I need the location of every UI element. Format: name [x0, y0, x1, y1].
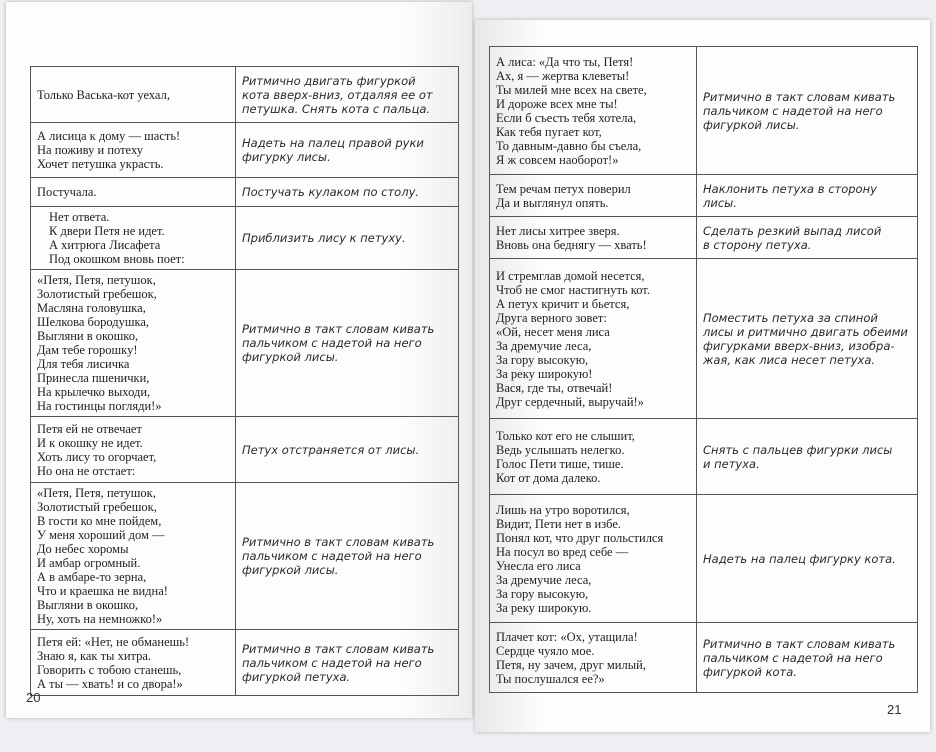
verse-text: Плачет кот: «Ох, утащила! Сердце чуяло мое. Петя, ну зачем, друг милый, Ты послушался ее?»	[496, 629, 646, 686]
table-row	[490, 623, 918, 693]
table-row	[31, 483, 459, 630]
verse-text: Петя ей не отвечает И к окошку не идет. Хоть лису то огорчает, Но она не отстает:	[37, 421, 157, 478]
table-row	[31, 417, 459, 483]
verse-text: Тем речам петух поверил Да и выглянул опять.	[496, 181, 631, 210]
table-row	[490, 259, 918, 419]
action-text: Снять с пальцев фигурки лисы и петуха.	[703, 442, 893, 471]
verse-text: «Петя, Петя, петушок, Золотистый гребешок, Масляна головушка, Шелкова бородушка, Выгляни в окошко, Дам тебе горошку! Для тебя лисичка Принесла пшенички, На крылечко выходи, На гостинцы погляди!»	[37, 273, 162, 413]
verse-text: А лисица к дому — шасть! На поживу и потеху Хочет петушка украсть.	[37, 129, 181, 171]
page-number: 21	[887, 702, 902, 717]
table-row	[31, 178, 459, 207]
right-page	[475, 20, 930, 732]
action-text: Приблизить лису к петуху.	[242, 231, 406, 245]
action-text: Надеть на палец фигурку кота.	[703, 551, 896, 566]
action-text: Ритмично в такт словам кивать пальчиком с надетой на него фигуркой лисы.	[703, 89, 896, 132]
left-instruction-table	[30, 66, 459, 696]
action-text: Ритмично в такт словам кивать пальчиком с надетой на него фигуркой лисы.	[242, 322, 435, 364]
action-text: Поместить петуха за спиной лисы и ритмично двигать обеими фигурками вверх-вниз, изобра- жая, как лиса несет петуха.	[703, 310, 908, 367]
verse-text: «Петя, Петя, петушок, Золотистый гребешок, В гости ко мне пойдем, У меня хороший дом — До небес хоромы И амбар огромный. А в амбаре-то зерна, Что и краешка не видна! Выгляни в окошко, Ну, хоть на немножко!»	[37, 486, 168, 626]
table-row	[490, 47, 918, 175]
right-instruction-table	[489, 46, 918, 693]
action-text: Сделать резкий выпад лисой в сторону петуха.	[703, 223, 882, 252]
table-row	[490, 495, 918, 623]
action-text: Постучать кулаком по столу.	[242, 185, 420, 199]
action-text: Ритмично двигать фигуркой кота вверх-вниз, отдаляя ее от петушка. Снять кота с пальца.	[242, 73, 433, 116]
verse-text: Нет лисы хитрее зверя. Вновь она беднягу — хвать!	[496, 223, 647, 252]
verse-text: Лишь на утро воротился, Видит, Пети нет в избе. Понял кот, что друг польстился На посул во вред себе — Унесла его лиса За дремучие леса, За гору высокую, За реку широкую.	[496, 502, 664, 615]
table-row	[31, 270, 459, 417]
page-number: 20	[26, 690, 41, 705]
action-text: Ритмично в такт словам кивать пальчиком с надетой на него фигуркой кота.	[703, 636, 896, 679]
table-row	[31, 67, 459, 123]
verse-text: Петя ей: «Нет, не обманешь! Знаю я, как ты хитра. Говорить с тобою станешь, А ты — хвать! и со двора!»	[37, 634, 190, 691]
action-text: Надеть на палец правой руки фигурку лисы.	[242, 136, 424, 164]
table-row	[490, 175, 918, 217]
action-text: Ритмично в такт словам кивать пальчиком с надетой на него фигуркой петуха.	[242, 641, 435, 684]
action-text: Наклонить петуха в сторону лисы.	[703, 181, 877, 210]
verse-text: И стремглав домой несется, Чтоб не смог настигнуть кот. А петух кричит и бьется, Друга верного зовет: «Ой, несет меня лиса За дремучие леса, За гору высокую, За реку широкую! Вася, где ты, отвечай! Друг сердечный, выручай!»	[496, 268, 650, 409]
table-row	[490, 419, 918, 495]
verse-text: Только кот его не слышит, Ведь услышать нелегко. Голос Пети тише, тише. Кот от дома далеко.	[496, 428, 635, 485]
action-text: Петух отстраняется от лисы.	[242, 442, 420, 457]
left-page	[6, 2, 472, 718]
verse-text: Постучала.	[37, 185, 97, 199]
verse-text: Только Васька-кот уехал,	[37, 87, 170, 102]
table-row	[31, 630, 459, 696]
action-text: Ритмично в такт словам кивать пальчиком с надетой на него фигуркой лисы.	[242, 535, 435, 577]
verse-text: А лиса: «Да что ты, Петя! Ах, я — жертва клеветы! Ты милей мне всех на свете, И дороже всех мне ты! Если б съесть тебя хотела, Как тебя пугает кот, То давным-давно бы съела, Я ж совсем наоборот!»	[496, 54, 647, 167]
verse-text: Нет ответа. К двери Петя не идет. А хитрюга Лисафета Под окошком вновь поет:	[49, 210, 185, 266]
table-row	[31, 123, 459, 178]
table-row	[31, 207, 459, 270]
table-row	[490, 217, 918, 259]
